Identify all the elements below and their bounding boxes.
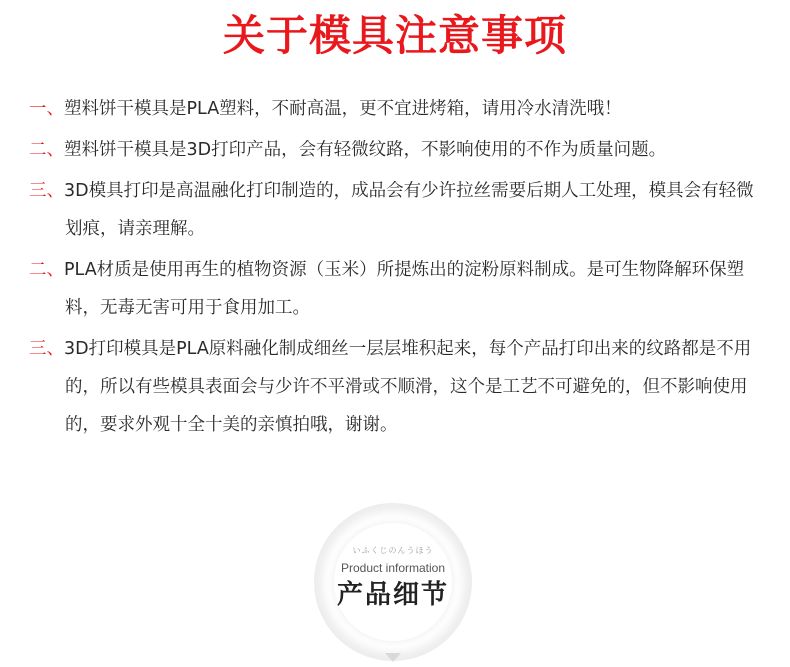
note-text: 3D打印模具是PLA原料融化制成细丝一层层堆积起来，每个产品打印出来的纹路都是不用 xyxy=(64,339,752,359)
note-number: 三、 xyxy=(29,339,64,359)
note-text: PLA材质是使用再生的植物资源（玉米）所提炼出的淀粉原料制成。是可生物降解环保塑 xyxy=(64,260,745,280)
note-number: 二、 xyxy=(29,140,64,160)
note-3 xyxy=(29,172,769,248)
note-number: 一、 xyxy=(29,99,64,119)
note-text-continued: 的，要求外观十全十美的亲慎拍哦，谢谢。 xyxy=(65,415,398,435)
note-text: 塑料饼干模具是3D打印产品，会有轻微纹路，不影响使用的不作为质量问题。 xyxy=(64,140,667,160)
note-text: 塑料饼干模具是PLA塑料，不耐高温，更不宜进烤箱，请用冷水清洗哦！ xyxy=(64,99,622,119)
note-text: 3D模具打印是高温融化打印制造的，成品会有少许拉丝需要后期人工处理，模具会有轻微 xyxy=(64,181,754,201)
note-5 xyxy=(29,330,769,444)
badge-title: 产品细节 xyxy=(336,580,449,610)
note-4 xyxy=(29,251,769,327)
badge-english-text: Product information xyxy=(340,561,446,575)
note-1 xyxy=(29,90,769,128)
badge-kana-text: いふくじのんうほう xyxy=(352,546,434,555)
note-text-continued: 料，无毒无害可用于食用加工。 xyxy=(65,298,310,318)
note-text-continued: 的，所以有些模具表面会与少许不平滑或不顺滑，这个是工艺不可避免的，但不影响使用 xyxy=(65,377,748,397)
note-2 xyxy=(29,131,769,169)
badge-pointer-icon xyxy=(385,653,401,662)
notes-list xyxy=(29,90,769,444)
product-info-badge xyxy=(314,503,474,667)
note-number: 三、 xyxy=(29,181,64,201)
note-number: 二、 xyxy=(29,260,64,280)
note-text-continued: 划痕，请亲理解。 xyxy=(65,219,205,239)
page-title: 关于模具注意事项 xyxy=(222,11,567,60)
